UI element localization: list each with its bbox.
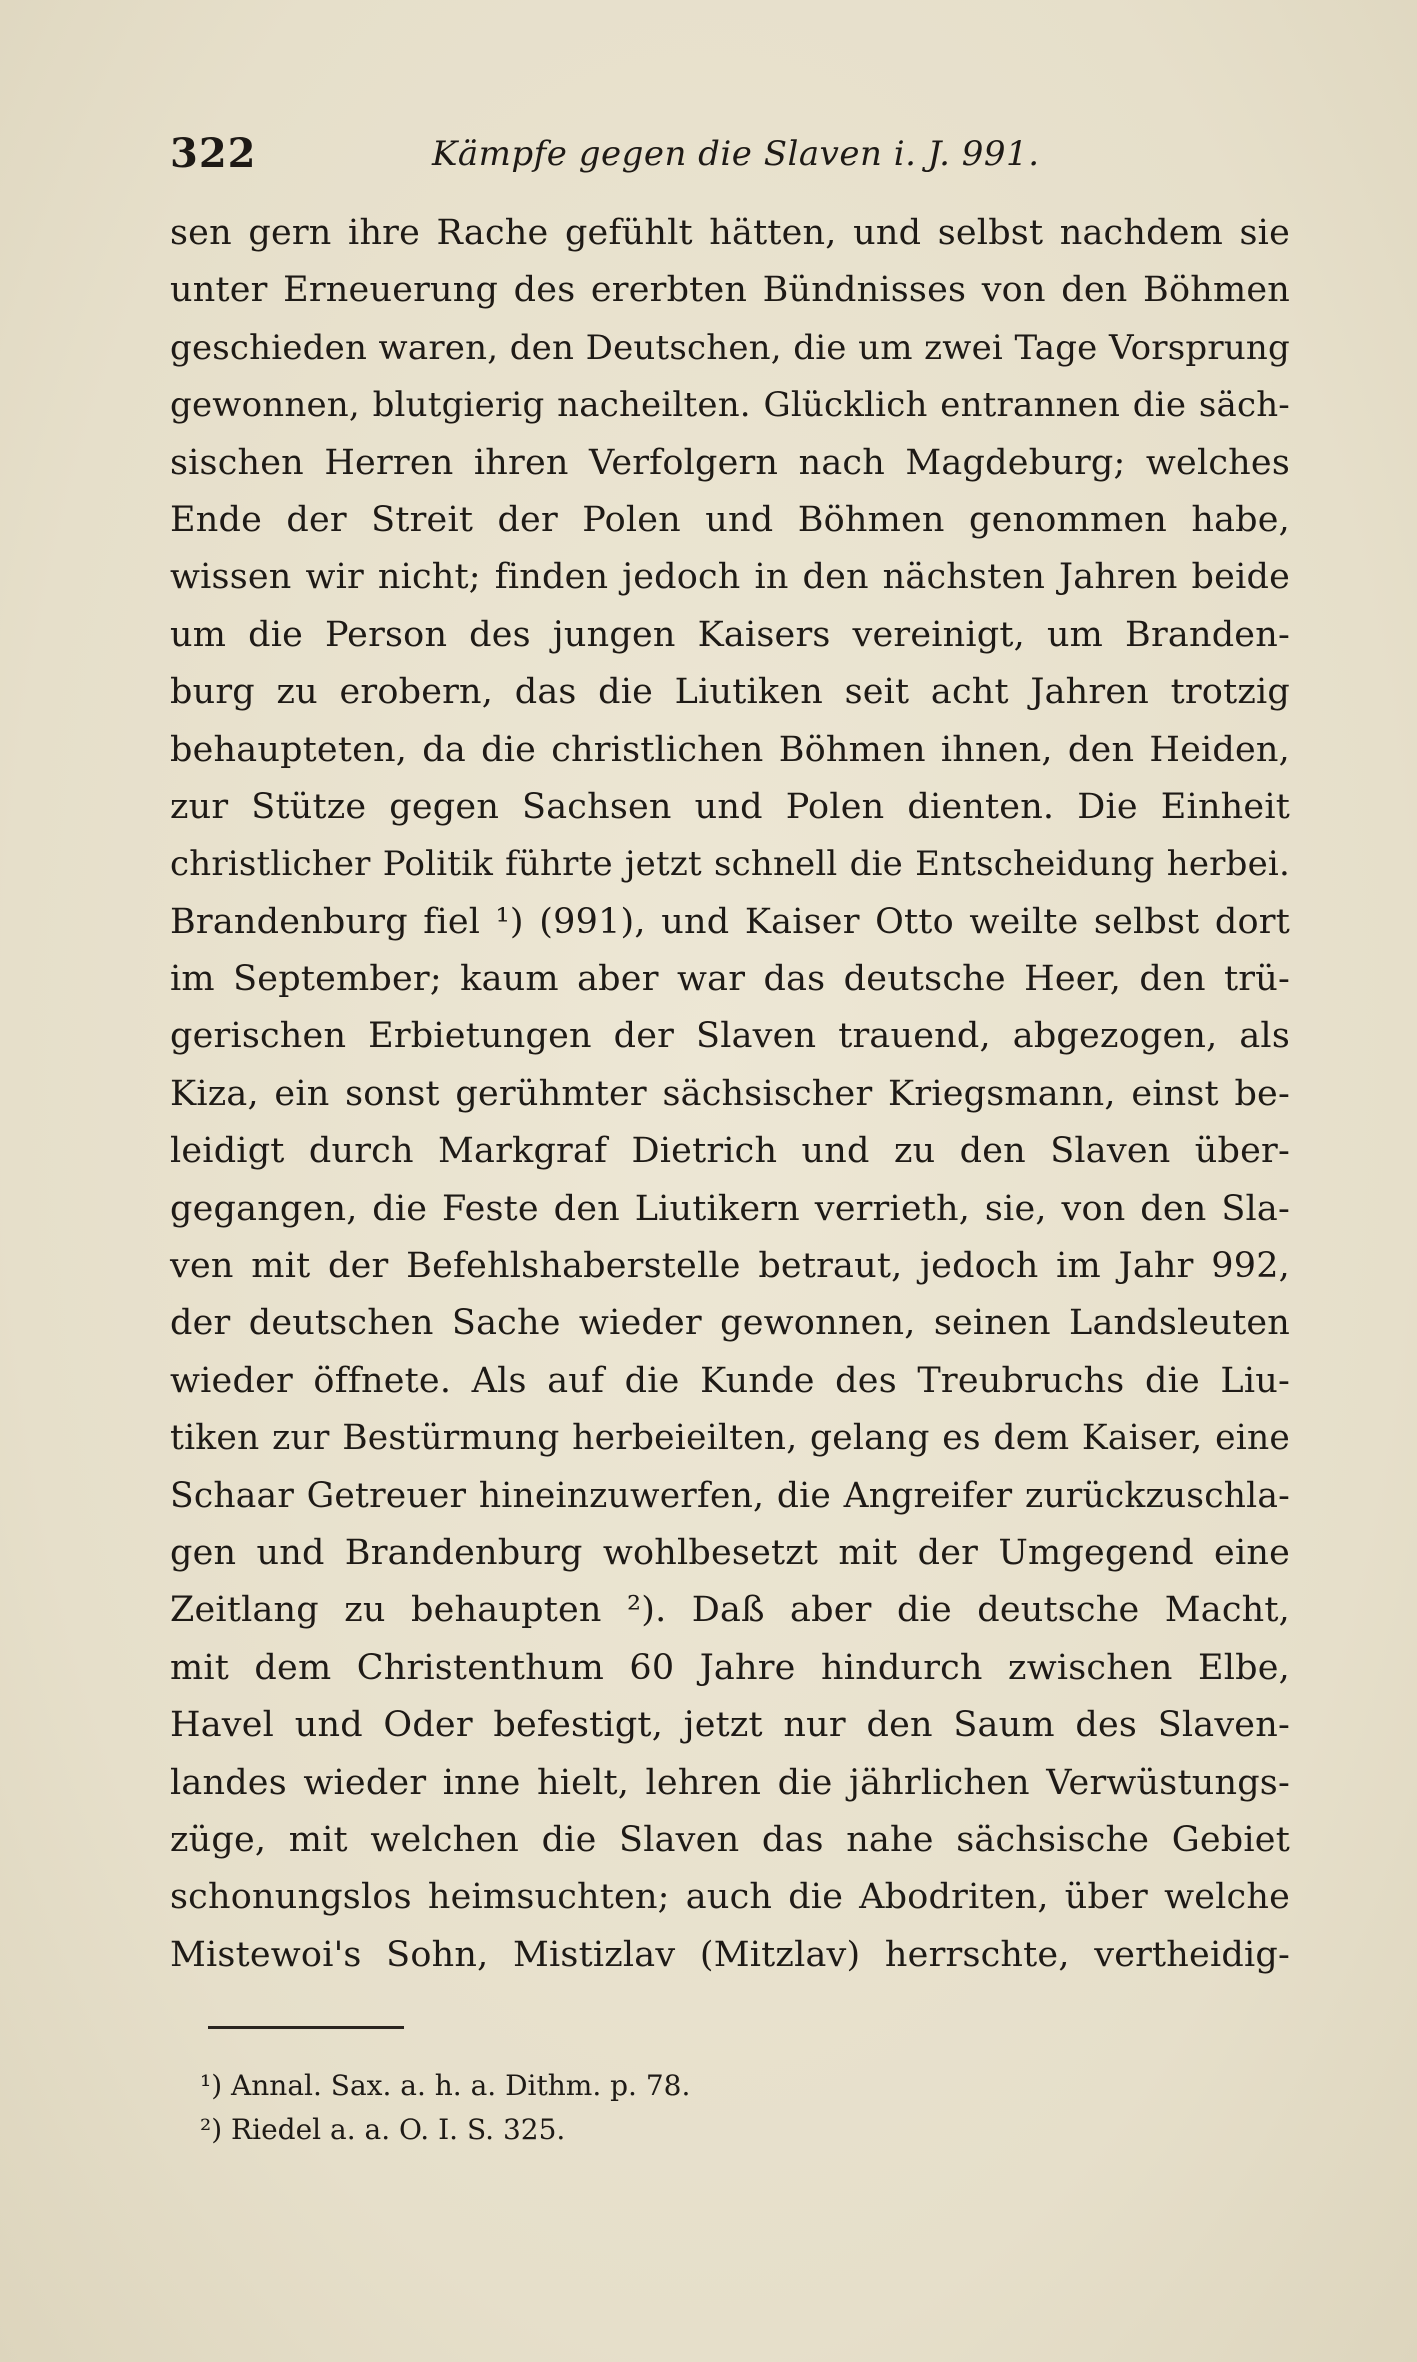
text-line: tiken zur Bestürmung herbeieilten, gelang es dem Kaiser, eine [170,1418,1290,1459]
body-text [170,205,1290,1984]
text-line: Ende der Streit der Polen und Böhmen genommen habe, [170,499,1290,540]
text-line: wieder öffnete. Als auf die Kunde des Treubruchs die Liu- [170,1360,1290,1401]
text-line: Havel und Oder befestigt, jetzt nur den Saum des Slaven- [170,1705,1290,1746]
text-line: mit dem Christenthum 60 Jahre hindurch zwischen Elbe, [170,1647,1290,1688]
page-number: 322 [170,130,257,177]
text-line: ven mit der Befehlshaberstelle betraut, jedoch im Jahr 992, [170,1246,1290,1287]
page-header [170,130,1290,190]
text-line: Mistewoi's Sohn, Mistizlav (Mitzlav) herrschte, vertheidig- [170,1934,1290,1975]
text-line: sen gern ihre Rache gefühlt hätten, und selbst nachdem sie [170,213,1290,253]
text-line: Brandenburg fiel ¹) (991), und Kaiser Otto weilte selbst dort [170,901,1290,942]
text-line: gewonnen, blutgierig nacheilten. Glücklich entrannen die säch- [170,385,1290,426]
footnote-divider [208,2026,404,2029]
text-line: sischen Herren ihren Verfolgern nach Magdeburg; welches [170,442,1290,483]
text-line: christlicher Politik führte jetzt schnell die Entscheidung herbei. [170,844,1290,885]
text-line: Zeitlang zu behaupten ²). Daß aber die deutsche Macht, [170,1590,1290,1631]
text-line: unter Erneuerung des ererbten Bündnisses von den Böhmen [170,270,1290,311]
text-line: der deutschen Sache wieder gewonnen, seinen Landsleuten [170,1303,1290,1344]
text-line: burg zu erobern, das die Liutiken seit acht Jahren trotzig [170,672,1290,713]
text-line: behaupteten, da die christlichen Böhmen ihnen, den Heiden, [170,729,1290,770]
footnotes [200,2064,1100,2152]
text-line: zur Stütze gegen Sachsen und Polen dienten. Die Einheit [170,786,1290,827]
text-line: gerischen Erbietungen der Slaven trauend, abgezogen, als [170,1016,1290,1057]
text-line: Schaar Getreuer hineinzuwerfen, die Angreifer zurückzuschla- [170,1475,1290,1516]
text-line: gegangen, die Feste den Liutikern verrieth, sie, von den Sla- [170,1188,1290,1229]
text-line: um die Person des jungen Kaisers vereinigt, um Branden- [170,614,1290,655]
running-head: Kämpfe gegen die Slaven i. J. 991. [432,134,1040,174]
text-line: leidigt durch Markgraf Dietrich und zu den Slaven über- [170,1131,1290,1172]
text-line: wissen wir nicht; finden jedoch in den nächsten Jahren beide [170,557,1290,598]
footnote-1: ¹) Annal. Sax. a. h. a. Dithm. p. 78. [200,2069,691,2102]
footnote-2: ²) Riedel a. a. O. I. S. 325. [200,2113,566,2146]
text-line: landes wieder inne hielt, lehren die jährlichen Verwüstungs- [170,1762,1290,1803]
text-line: züge, mit welchen die Slaven das nahe sächsische Gebiet [170,1819,1290,1860]
text-line: schonungslos heimsuchten; auch die Abodriten, über welche [170,1877,1290,1918]
text-line: im September; kaum aber war das deutsche Heer, den trü- [170,959,1290,1000]
text-line: Kiza, ein sonst gerühmter sächsischer Kriegsmann, einst be- [170,1073,1290,1114]
text-line: gen und Brandenburg wohlbesetzt mit der Umgegend eine [170,1532,1290,1573]
text-line: geschieden waren, den Deutschen, die um zwei Tage Vorsprung [170,327,1290,368]
